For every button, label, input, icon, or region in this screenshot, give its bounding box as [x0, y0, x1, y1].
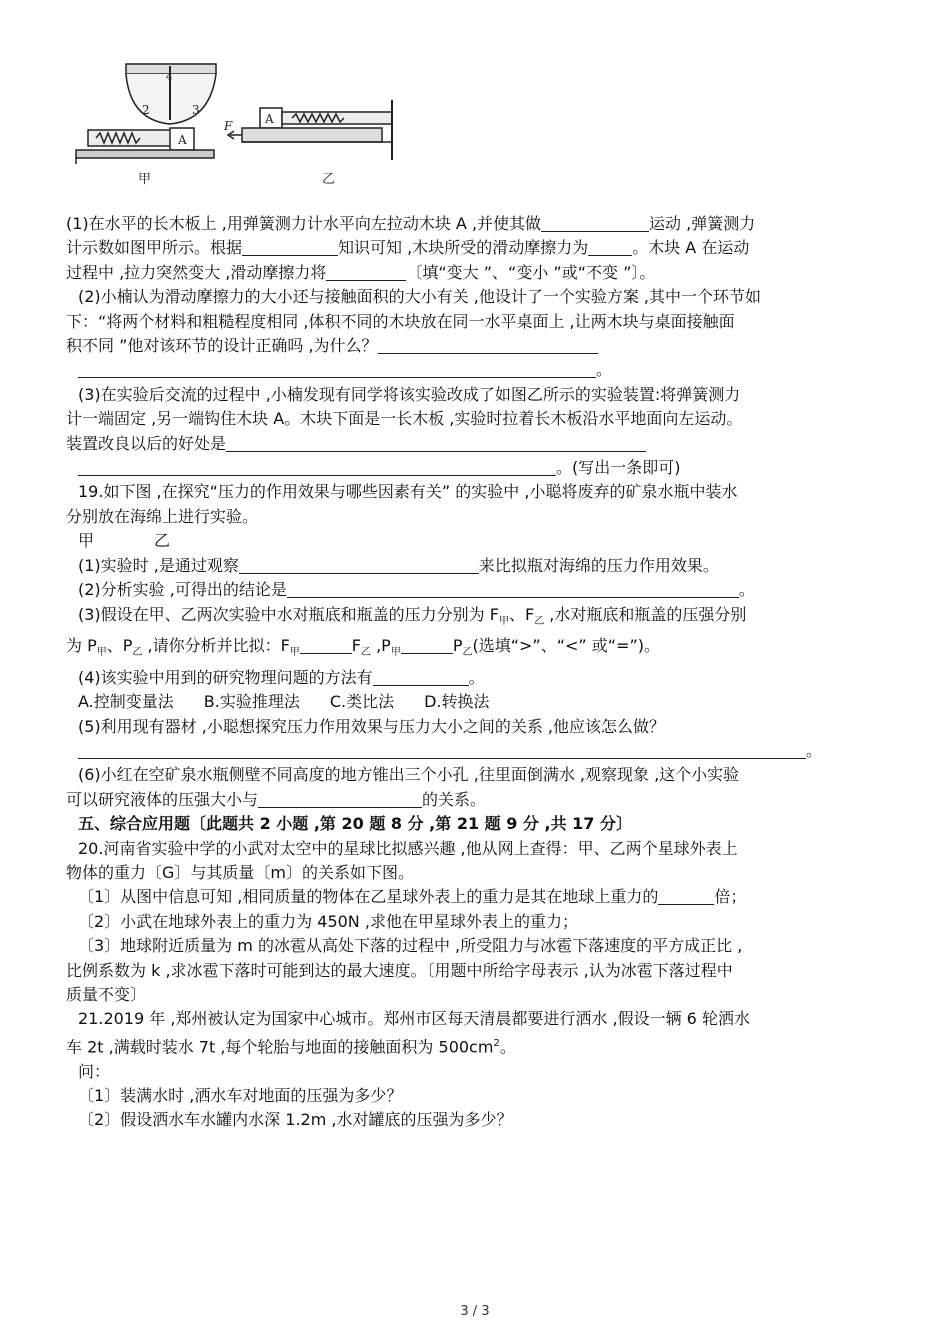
- q18-p1-text: 。木块 A 在运动: [632, 238, 750, 258]
- q19-s3-text: 、P: [106, 636, 133, 656]
- q19-s3-line2: [66, 634, 886, 666]
- q20-s1: [66, 885, 886, 909]
- q18-p1-text: 〔填“变大 ”、“变小 ”或“不变 ”〕。: [406, 262, 656, 282]
- answer-blank[interactable]: [658, 886, 714, 905]
- option-b: B.实验推理法: [203, 692, 300, 712]
- q18-p1-text: 计示数如图甲所示。根据: [66, 238, 243, 258]
- q19-s3-text: P: [452, 636, 463, 656]
- q21-intro-line1: [66, 1007, 886, 1031]
- q18-p3-text: 装置改良以后的好处是: [66, 433, 227, 453]
- q21-intro-text: 21.2019 年 ,郑州被认定为国家中心城市。郑州市区每天清晨都要进行洒水 ,假设一辆 6 轮洒水: [78, 1009, 750, 1029]
- q21-s2: [66, 1108, 886, 1132]
- q18-p3-line1: [66, 383, 886, 407]
- option-d: D.转换法: [424, 692, 490, 712]
- board-jia: [76, 150, 214, 158]
- q19-s5-text: 。: [806, 740, 823, 760]
- q21-ask: [66, 1060, 886, 1084]
- question-text: [66, 212, 886, 1133]
- q18-p3-line4: [66, 456, 886, 480]
- scale-tick-3: 3: [192, 103, 200, 117]
- q18-p3-text: 计一端固定 ,另一端钩住木块 A。木块下面是一长木板 ,实验时拉着长木板沿水平地面向左运动。: [66, 409, 743, 429]
- q21-s1-text: 〔1〕装满水时 ,洒水车对地面的压强为多少？: [78, 1085, 403, 1105]
- q19-s3-text: ,请你分析并比拟：F: [142, 636, 290, 656]
- scale-tick-2: 2: [142, 103, 150, 117]
- section-heading-text: 五、综合应用题〔此题共 2 小题 ,第 20 题 8 分 ,第 21 题 9 分 ,共 17 分〕: [78, 814, 632, 834]
- answer-blank[interactable]: [287, 579, 739, 598]
- q19-figure-labels: [66, 529, 886, 553]
- q20-s1-text: 倍；: [714, 887, 747, 907]
- q18-p1-text: 运动 ,弹簧测力: [649, 214, 756, 233]
- q19-s6-text: 可以研究液体的压强大小与: [66, 789, 259, 809]
- q19-s6-line2: [66, 788, 886, 812]
- answer-blank[interactable]: [326, 262, 406, 281]
- q18-p3-line2: [66, 407, 886, 431]
- answer-blank[interactable]: [78, 359, 596, 378]
- q20-intro-text: 20.河南省实验中学的小武对太空中的星球比拟感兴趣 ,他从网上查得：甲、乙两个星球外表上: [78, 838, 738, 858]
- answer-blank[interactable]: [378, 335, 598, 354]
- q19-s3-text: 为 P: [66, 636, 97, 656]
- figure-yi: [228, 100, 392, 160]
- q19-s1-text: (1)实验时 ,是通过观察: [78, 555, 239, 575]
- subscript-yi: 乙: [462, 647, 473, 659]
- q19-s6-line1: [66, 763, 886, 787]
- q18-p1-line1: [66, 212, 886, 236]
- q20-s3-line3: [66, 983, 886, 1007]
- q18-p2-line1: [66, 285, 886, 309]
- q19-intro-text: 19.如下图 ,在探究“压力的作用效果与哪些因素有关” 的实验中 ,小聪将废弃的矿泉水瓶中装水: [78, 482, 738, 502]
- q18-p3-text: (3)在实验后交流的过程中 ,小楠发现有同学将该实验改成了如图乙所示的实验装置:将弹簧测力: [78, 384, 741, 404]
- subscript-yi: 乙: [361, 647, 371, 659]
- q18-p3-line3: [66, 432, 886, 456]
- q19-s2-text: (2)分析实验 ,可得出的结论是: [78, 580, 287, 600]
- q20-s3-line1: [66, 934, 886, 958]
- q19-s1-text: 来比拟瓶对海绵的压力作用效果。: [478, 555, 719, 575]
- q19-s2: [66, 578, 886, 602]
- q19-intro-line2: [66, 505, 886, 529]
- q21-ask-text: 问：: [78, 1061, 111, 1081]
- q19-options: [66, 690, 886, 714]
- q19-s3-text: F: [351, 636, 361, 656]
- q19-s4-text: 。: [468, 667, 485, 687]
- q19-intro-line1: [66, 480, 886, 504]
- q18-p1-line3: [66, 261, 886, 285]
- experiment-figure: [60, 60, 420, 190]
- q20-s3-line2: [66, 959, 886, 983]
- q19-s6-text: 的关系。: [422, 789, 487, 809]
- q18-p1-text: 过程中 ,拉力突然变大 ,滑动摩擦力将: [66, 262, 327, 282]
- subscript-jia: 甲: [390, 647, 401, 659]
- q21-intro-line2: [66, 1032, 886, 1060]
- q19-s5-text: (5)利用现有器材 ,小聪想探究压力作用效果与压力大小之间的关系 ,他应该怎么做？: [78, 716, 666, 736]
- q19-s5: [66, 715, 886, 739]
- answer-blank[interactable]: [78, 740, 806, 759]
- subscript-yi: 乙: [132, 647, 143, 659]
- q20-s2-text: 〔2〕小武在地球外表上的重力为 450N ,求他在甲星球外表上的重力；: [78, 911, 578, 931]
- block-a-yi-label: A: [265, 112, 274, 126]
- option-c: C.类比法: [329, 692, 395, 712]
- answer-blank[interactable]: [588, 237, 632, 256]
- subscript-jia: 甲: [289, 647, 300, 659]
- option-a: A.控制变量法: [78, 692, 174, 712]
- q19-s4-text: (4)该实验中用到的研究物理问题的方法有: [78, 667, 373, 687]
- q20-s3-text: 比例系数为 k ,求冰雹下落时可能到达的最大速度。〔用题中所给字母表示 ,认为冰雹下落过程中: [66, 960, 733, 980]
- q20-s1-text: 〔1〕从图中信息可知 ,相同质量的物体在乙星球外表上的重力是其在地球上重力的: [78, 887, 659, 907]
- q18-p2-text: (2)小楠认为滑动摩擦力的大小还与接触面积的大小有关 ,他设计了一个实验方案 ,其中一个环节如: [78, 287, 762, 307]
- q20-intro-line2: [66, 861, 886, 885]
- q19-s1: [66, 554, 886, 578]
- q20-intro-text: 物体的重力〔G〕与其质量〔m〕的关系如下图。: [66, 862, 414, 882]
- q21-intro-text: 。: [499, 1037, 516, 1057]
- q18-p2-text: 下：“将两个材料和粗糙程度相同 ,体积不同的木块放在同一水平桌面上 ,让两木块与桌面接触面: [66, 311, 735, 331]
- q19-s5-answer: [66, 739, 886, 763]
- q19-s3-text: (3)假设在甲、乙两次实验中水对瓶底和瓶盖的压力分别为 F: [78, 604, 499, 624]
- q19-s4: [66, 666, 886, 690]
- subscript-jia: 甲: [96, 647, 107, 659]
- q19-label-yi: 乙: [154, 531, 171, 551]
- label-jia: 甲: [138, 172, 152, 187]
- block-a-jia-label: A: [178, 133, 187, 147]
- q21-s2-text: 〔2〕假设洒水车水罐内水深 1.2m ,水对罐底的压强为多少？: [78, 1110, 513, 1130]
- q20-s2: [66, 910, 886, 934]
- q18-p2-line4: [66, 358, 886, 382]
- q18-p1-text: 知识可知 ,木块所受的滑动摩擦力为: [338, 238, 589, 258]
- answer-blank[interactable]: [239, 555, 479, 574]
- q20-s3-text: 质量不变〕: [66, 984, 147, 1004]
- q19-s2-text: 。: [738, 580, 755, 600]
- board-yi: [242, 128, 382, 142]
- q19-s3-text: ,水对瓶底和瓶盖的压强分别: [544, 604, 747, 624]
- answer-blank[interactable]: [401, 635, 453, 654]
- answer-blank[interactable]: [300, 635, 352, 654]
- q19-s3-text: ,P: [371, 636, 391, 656]
- q19-s3-text: (选填“>”、“<” 或“=”)。: [472, 636, 661, 656]
- q18-p2-text: 。: [596, 360, 613, 380]
- q18-p2-text: 积不同 ”他对该环节的设计正确吗 ,为什么？: [66, 336, 378, 356]
- q21-intro-text: 车 2t ,满载时装水 7t ,每个轮胎与地面的接触面积为 500cm: [66, 1037, 494, 1057]
- scale-tick-4: 4: [166, 72, 173, 83]
- answer-blank[interactable]: [242, 237, 338, 256]
- friction-apparatus-diagram: [60, 60, 420, 190]
- answer-blank[interactable]: [226, 433, 646, 452]
- section-heading: [66, 812, 886, 836]
- q18-p1-line2: [66, 236, 886, 260]
- force-f-label: F: [224, 119, 233, 133]
- q19-s3-line1: [66, 603, 886, 635]
- q21-s1: [66, 1084, 886, 1108]
- q19-s6-text: (6)小红在空矿泉水瓶侧壁不同高度的地方锥出三个小孔 ,往里面倒满水 ,观察现象 ,这个小实验: [78, 765, 740, 785]
- q18-p1-text: (1)在水平的长木板上 ,用弹簧测力计水平向左拉动木块 A ,并使其做: [66, 214, 542, 233]
- label-yi: 乙: [322, 172, 336, 187]
- page-number: 3 / 3: [460, 1304, 490, 1319]
- q19-s3-text: 、F: [508, 604, 535, 624]
- q18-p2-line3: [66, 334, 886, 358]
- q18-p2-line2: [66, 310, 886, 334]
- answer-blank[interactable]: [541, 213, 649, 232]
- q19-label-jia: 甲: [78, 531, 95, 551]
- q18-p3-text: 。(写出一条即可): [556, 458, 681, 478]
- q20-intro-line1: [66, 837, 886, 861]
- q20-s3-text: 〔3〕地球附近质量为 m 的冰雹从高处下落的过程中 ,所受阻力与冰雹下落速度的平方成正比 ,: [78, 936, 743, 956]
- answer-blank[interactable]: [373, 667, 469, 686]
- subscript-jia: 甲: [498, 615, 509, 627]
- subscript-yi: 乙: [534, 615, 545, 627]
- q19-intro-text: 分别放在海绵上进行实验。: [66, 506, 259, 526]
- superscript-2: 2: [493, 1037, 500, 1049]
- answer-blank[interactable]: [78, 457, 556, 476]
- answer-blank[interactable]: [258, 789, 422, 808]
